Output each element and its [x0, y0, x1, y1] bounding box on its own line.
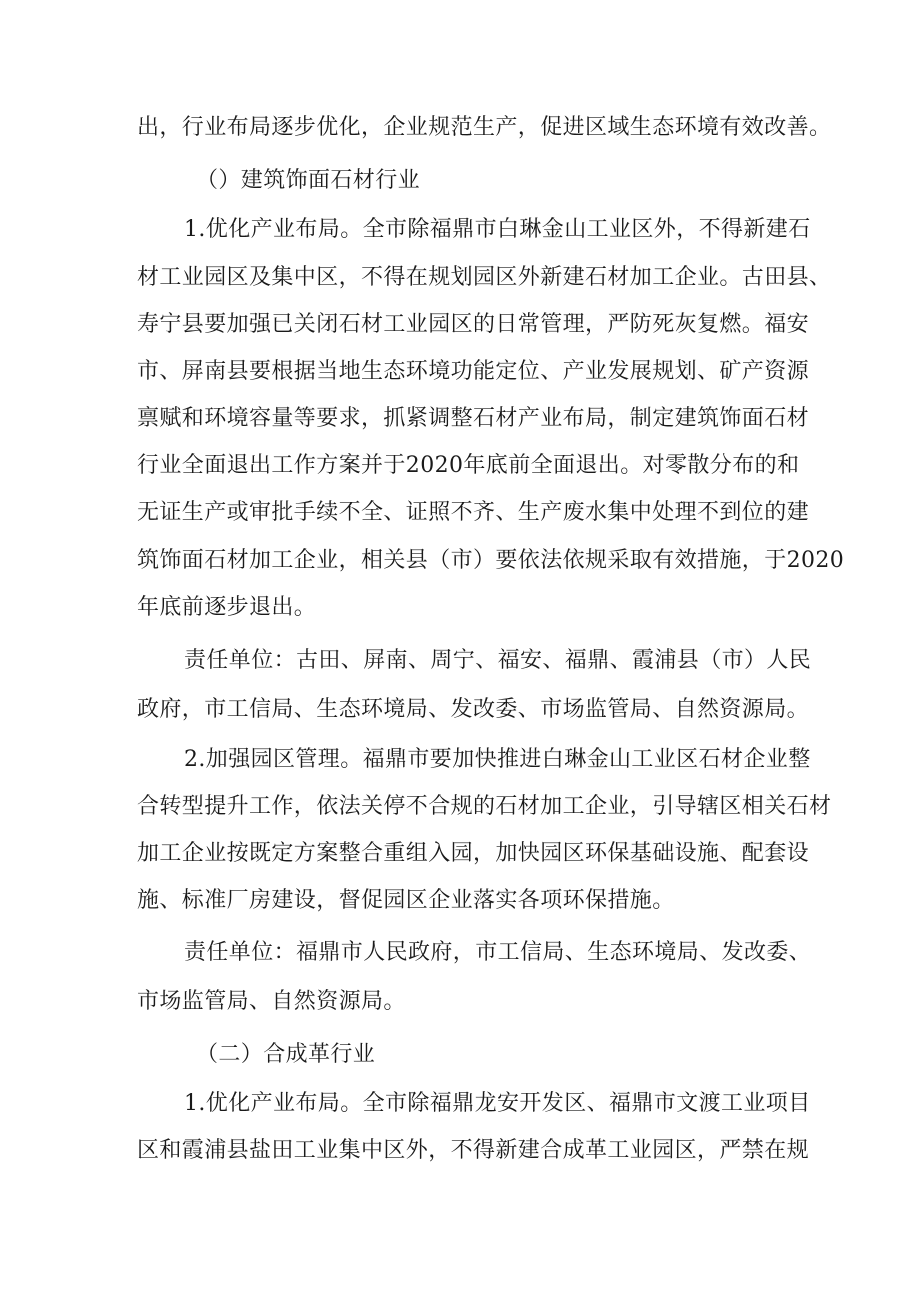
- text-line: 市场监管局、自然资源局。: [137, 989, 406, 1014]
- text-line: 行业全面退出工作方案并于2020年底前全面退出。对零散分布的和: [137, 453, 800, 478]
- section-heading: （）建筑饰面石材行业: [196, 168, 421, 193]
- text-line: 出，行业布局逐步优化，企业规范生产，促进区域生态环境有效改善。: [137, 115, 832, 140]
- text-line: 加工企业按既定方案整合重组入园，加快园区环保基础设施、配套设: [137, 841, 810, 866]
- text-line: 政府，市工信局、生态环境局、发改委、市场监管局、自然资源局。: [137, 697, 810, 722]
- text-line: 2.加强园区管理。福鼎市要加快推进白琳金山工业区石材企业整: [184, 747, 811, 772]
- text-line: 1.优化产业布局。全市除福鼎市白琳金山工业区外，不得新建石: [184, 217, 811, 242]
- text-line: 合转型提升工作，依法关停不合规的石材加工企业，引导辖区相关石材: [137, 794, 832, 819]
- text-line: 责任单位：古田、屏南、周宁、福安、福鼎、霞浦县（市）人民: [184, 648, 812, 673]
- text-line: 1.优化产业布局。全市除福鼎龙安开发区、福鼎市文渡工业项目: [184, 1091, 811, 1116]
- text-line: 材工业园区及集中区，不得在规划园区外新建石材加工企业。古田县、: [137, 265, 832, 290]
- text-line: 年底前逐步退出。: [137, 595, 317, 620]
- text-line: 责任单位：福鼎市人民政府，市工信局、生态环境局、发改委、: [184, 940, 812, 965]
- text-line: 市、屏南县要根据当地生态环境功能定位、产业发展规划、矿产资源: [137, 359, 810, 384]
- text-line: 无证生产或审批手续不全、证照不齐、生产废水集中处理不到位的建: [137, 500, 810, 525]
- text-line: 施、标准厂房建设，督促园区企业落实各项环保措施。: [137, 888, 675, 913]
- text-line: 禀赋和环境容量等要求，抓紧调整石材产业布局，制定建筑饰面石材: [137, 406, 810, 431]
- text-line: 区和霞浦县盐田工业集中区外，不得新建合成革工业园区，严禁在规: [137, 1138, 810, 1163]
- text-line: 寿宁县要加强已关闭石材工业园区的日常管理，严防死灰复燃。福安: [137, 312, 810, 337]
- section-heading: （二）合成革行业: [196, 1042, 376, 1067]
- text-line: 筑饰面石材加工企业，相关县（市）要依法依规采取有效措施，于2020: [137, 548, 845, 573]
